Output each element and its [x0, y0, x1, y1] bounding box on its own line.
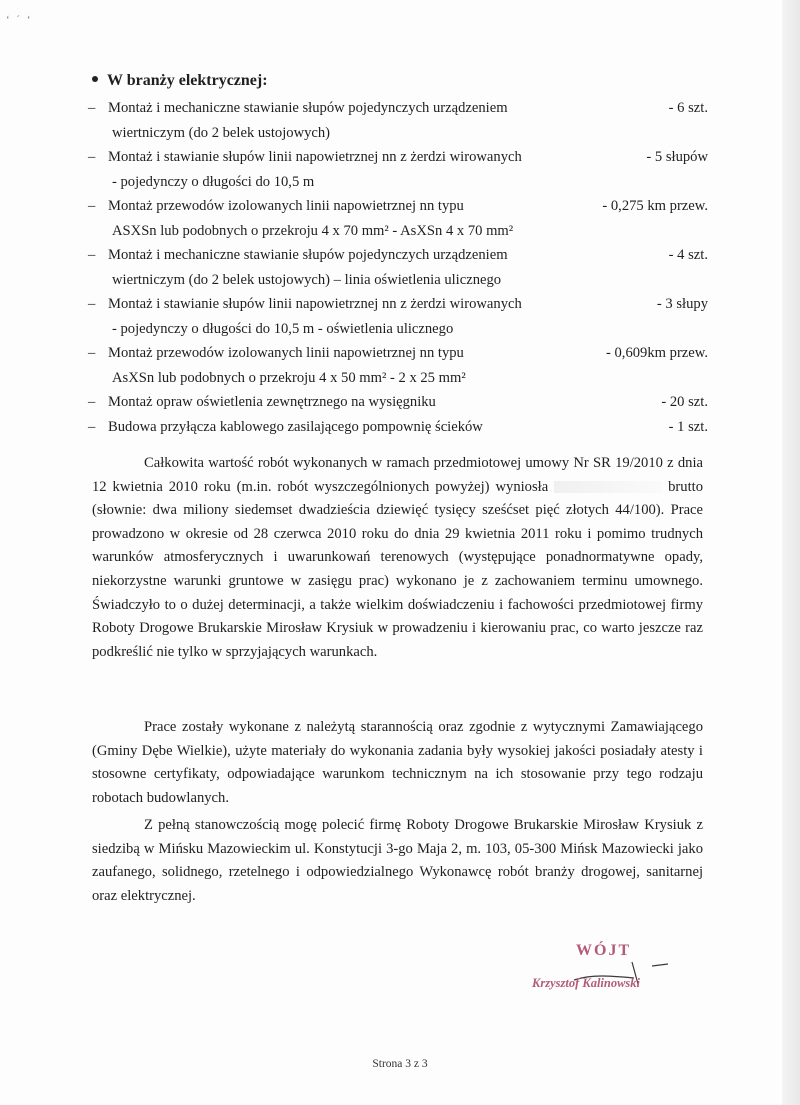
dash-marker: – [88, 100, 96, 116]
list-item [88, 194, 708, 243]
list-item [88, 390, 708, 415]
dash-marker: – [88, 345, 96, 361]
item-text-continued: ASXSn lub podobnych o przekroju 4 x 70 mm² - AsXSn 4 x 70 mm² [112, 222, 514, 239]
item-text: Montaż i mechaniczne stawianie słupów pojedynczych urządzeniem [108, 100, 508, 116]
dash-marker: – [88, 418, 96, 435]
dash-marker: – [88, 149, 96, 165]
list-item [88, 243, 708, 292]
section-title [92, 72, 268, 90]
item-amount: - 20 szt. [661, 394, 708, 410]
item-text: Montaż opraw oświetlenia zewnętrznego na wysięgniku [108, 394, 436, 410]
redacted-amount [554, 481, 662, 493]
item-amount: - 0,275 km przew. [602, 198, 708, 214]
item-text: Montaż przewodów izolowanych linii napowietrznej nn typu [108, 345, 464, 361]
paragraph-text: Prace zostały wykonane z należytą starannością oraz zgodnie z wytycznymi Zamawiającego (Gminy Dębe Wielkie), użyte materiały do wykonania zadania były wysokiej jakości posiadały atesty i stosowne certyfikaty, odpowiadające warunkom technicznym na ich stosowanie przy tego rodzaju robotach budowlanych. [92, 719, 703, 806]
paragraph-total-value [92, 452, 703, 664]
item-text: Montaż i stawianie słupów linii napowietrznej nn z żerdzi wirowanych [108, 149, 522, 165]
item-text-continued: wiertniczym (do 2 belek ustojowych) [112, 124, 331, 141]
item-text: Budowa przyłącza kablowego zasilającego pompownię ścieków [108, 418, 483, 435]
signature-stamp [532, 942, 682, 1002]
list-item [88, 415, 708, 440]
item-text-continued: - pojedynczy o długości do 10,5 m - oświetlenia ulicznego [112, 320, 454, 337]
item-amount: - 6 szt. [668, 100, 708, 116]
paragraph-text: Całkowita wartość robót wykonanych w ramach przedmiotowej umowy Nr SR 19/2010 z dnia 12 kwietnia 2010 roku (m.in. robót wyszczególnionych powyżej) wyniosła [92, 455, 703, 495]
item-amount: - 1 szt. [668, 418, 708, 435]
scan-edge [782, 0, 800, 1105]
stamp-name: Krzysztof Kalinowski [532, 976, 641, 990]
paragraph-recommendation [92, 814, 703, 908]
stamp-title: WÓJT [576, 942, 632, 959]
dash-marker: – [88, 296, 96, 312]
item-text: Montaż przewodów izolowanych linii napowietrznej nn typu [108, 198, 464, 214]
item-amount: - 4 szt. [668, 247, 708, 263]
page-number: Strona 3 z 3 [372, 1058, 428, 1070]
list-item [88, 292, 708, 341]
list-item [88, 341, 708, 390]
item-text-continued: - pojedynczy o długości do 10,5 m [112, 173, 315, 190]
scan-mark: ʻ ´ ʻ [6, 14, 33, 26]
section-title-text: W branży elektrycznej: [107, 72, 268, 89]
item-amount: - 0,609km przew. [606, 345, 708, 361]
dash-marker: – [88, 247, 96, 263]
item-text-continued: wiertniczym (do 2 belek ustojowych) – linia oświetlenia ulicznego [112, 271, 502, 288]
item-text-continued: AsXSn lub podobnych o przekroju 4 x 50 mm² - 2 x 25 mm² [112, 369, 466, 386]
paragraph-text: Z pełną stanowczością mogę polecić firmę Roboty Drogowe Brukarskie Mirosław Krysiuk z siedzibą w Mińsku Mazowieckim ul. Konstytucji 3-go Maja 2, m. 103, 05-300 Mińsk Mazowiecki jako zaufanego, solidnego, rzetelnego i odpowiedzialnego Wykonawcę robót branży drogowej, sanitarnej oraz elektrycznej. [92, 817, 703, 904]
paragraph-text: brutto (słownie: dwa miliony siedemset dwadzieścia dziewięć tysięcy sześćset pięć złotych 44/100). Prace prowadzono w okresie od 28 czerwca 2010 roku do dnia 29 kwietnia 2011 roku i pomimo trudnych warunków atmosferycznych i uwarunkowań terenowych (występujące ponadnormatywne opady, niekorzystne warunki gruntowe w zasięgu prac) wykonano je z zachowaniem terminu umownego. Świadczyło to o dużej determinacji, a także wielkim doświadczeniu i fachowości przedmiotowej firmy Roboty Drogowe Brukarskie Mirosław Krysiuk w prowadzeniu i kierowaniu prac, co warto jeszcze raz podkreślić nie tylko w sprzyjających warunkach. [92, 478, 703, 660]
paragraph-quality [92, 716, 703, 810]
work-items-list [88, 96, 708, 439]
list-item [88, 145, 708, 194]
item-text: Montaż i stawianie słupów linii napowietrznej nn z żerdzi wirowanych [108, 296, 522, 312]
item-amount: - 5 słupów [646, 149, 708, 165]
item-amount: - 3 słupy [656, 296, 708, 312]
bullet-icon [92, 76, 98, 82]
list-item [88, 96, 708, 145]
item-text: Montaż i mechaniczne stawianie słupów pojedynczych urządzeniem [108, 247, 508, 263]
dash-marker: – [88, 198, 96, 214]
dash-marker: – [88, 394, 96, 410]
